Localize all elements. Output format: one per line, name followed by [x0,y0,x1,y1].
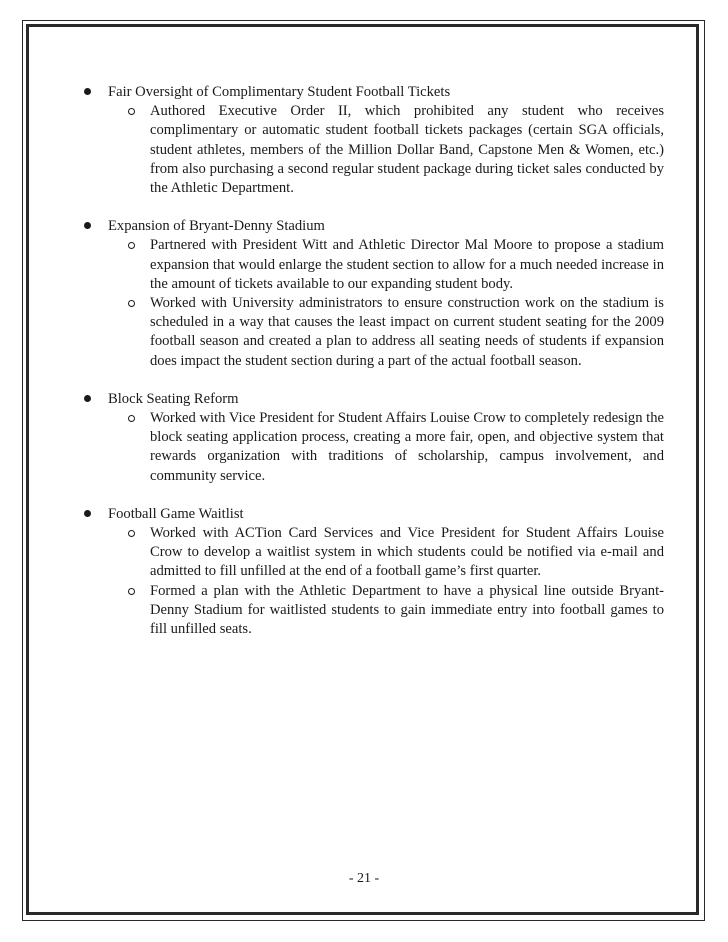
sub-list-item [82,582,664,640]
bullet-icon [84,222,91,229]
bullet-icon [84,88,91,95]
sub-list [82,524,664,639]
sub-list-item [82,236,664,294]
bullet-icon [84,395,91,402]
bullet-item [82,505,664,524]
section-stadium-expansion [82,217,664,371]
sub-list-item [82,102,664,198]
hollow-bullet-icon [128,415,135,422]
sub-list [82,102,664,198]
sub-list-item [82,409,664,486]
hollow-bullet-icon [128,530,135,537]
section-heading: Football Game Waitlist [108,505,244,522]
bullet-item [82,390,664,409]
section-ticket-oversight [82,83,664,198]
sub-item-text: Formed a plan with the Athletic Department to have a physical line outside Bryant-Denny Stadium for waitlisted students to gain immediate entry into football games to fill unfilled seats. [150,582,664,638]
page-content [82,83,664,658]
sub-item-text: Authored Executive Order II, which prohibited any student who receives complimentary or automatic student football tickets packages (certain SGA officials, student athletes, members of the Million Dollar Band, Capstone Men & Women, etc.) from also purchasing a second regular student package during ticket sales conducted by the Athletic Department. [150,103,664,197]
sub-list-item [82,524,664,582]
page-number: - 21 - [348,871,380,886]
hollow-bullet-icon [128,588,135,595]
sub-list [82,409,664,486]
sub-item-text: Worked with ACTion Card Services and Vice President for Student Affairs Louise Crow to develop a waitlist system in which students could be notified via e-mail and admitted to fill unfilled at the end of a football game’s first quarter. [150,525,664,580]
section-block-seating [82,390,664,486]
sub-item-text: Worked with Vice President for Student Affairs Louise Crow to completely redesign the block seating application process, creating a more fair, open, and objective system that rewards organization with traditions of scholarship, campus involvement, and community service. [150,410,664,484]
sub-list-item [82,294,664,371]
section-heading: Expansion of Bryant-Denny Stadium [108,218,325,235]
section-heading: Fair Oversight of Complimentary Student Football Tickets [108,84,451,100]
sub-item-text: Worked with University administrators to ensure construction work on the stadium is scheduled in a way that causes the least impact on current student seating for the 2009 football season and created a plan to address all seating needs of students if expansion does impact the student section during a part of the actual football season. [150,295,664,369]
section-heading: Block Seating Reform [108,390,239,407]
bullet-icon [84,510,91,517]
hollow-bullet-icon [128,242,135,249]
hollow-bullet-icon [128,300,135,307]
sub-item-text: Partnered with President Witt and Athletic Director Mal Moore to propose a stadium expansion that would enlarge the student section to allow for a much needed increase in the amount of tickets available to our expanding student body. [150,237,664,292]
bullet-item [82,83,664,102]
sub-list [82,236,664,370]
section-waitlist [82,505,664,639]
hollow-bullet-icon [128,108,135,115]
bullet-item [82,217,664,236]
